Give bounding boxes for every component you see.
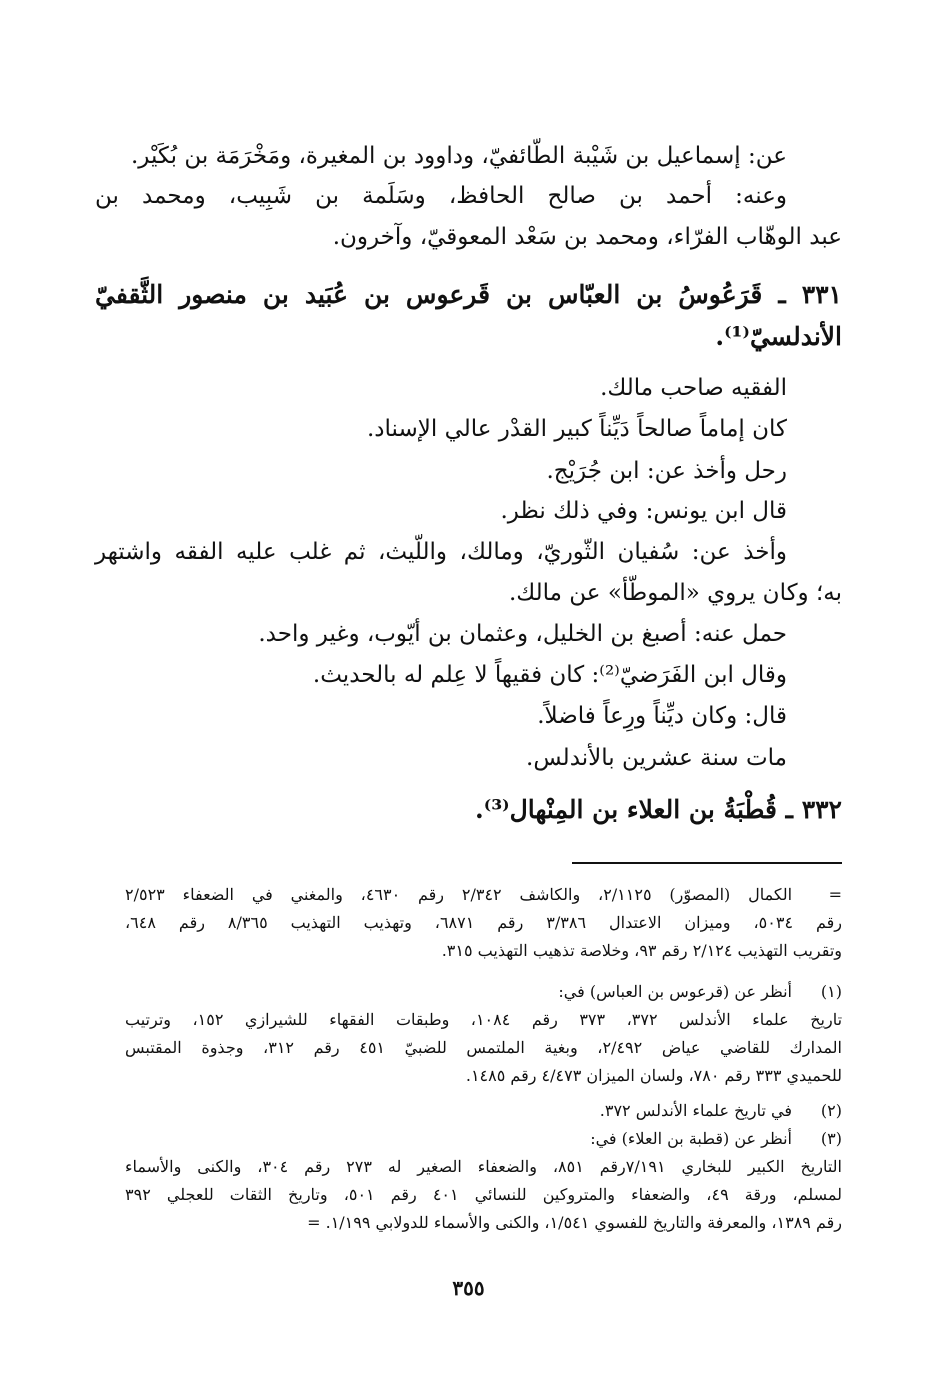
text-line: عن: إسماعيل بن شَيْبة الطّائفيّ، وداوود بن المغيرة، ومَخْرَمَة بن بُكَيْر.	[130, 143, 787, 169]
footnote-line: وتقريب التهذيب ٢/١٢٤ رقم ٩٣، وخلاصة تذهيب التهذيب ٣١٥.	[441, 941, 842, 960]
footnote-line: لمسلم، ورقة ٤٩، والضعفاء والمتروكين للنسائي ٤٠١ رقم ٥٠١، وتاريخ الثقات للعجلي ٣٩٢	[125, 1185, 842, 1204]
footnote-line: التاريخ الكبير للبخاري ٧/١٩١رقم ٨٥١، والضعفاء الصغير له ٢٧٣ رقم ٣٠٤، والكنى والأسماء	[125, 1157, 842, 1176]
text-line: حمل عنه: أصبغ بن الخليل، وعثمان بن أيّوب، وغير واحد.	[258, 621, 787, 647]
footnote-divider	[572, 862, 842, 864]
footnote-line: الكمال (المصوّر) ٢/١١٢٥، والكاشف ٢/٣٤٢ رقم ٤٦٣٠، والمغني في الضعفاء ٢/٥٢٣	[125, 885, 793, 904]
text-line: الفقيه صاحب مالك.	[600, 375, 787, 401]
entry-heading: ٣٣٢ ـ قُطْبَةُ بن العلاء بن المِنْهال⁽³⁾.	[475, 795, 842, 824]
text-line: كان إماماً صالحاً دَيِّناً كبير القدْر عالي الإسناد.	[367, 416, 787, 442]
footnote-continuation-marker: =	[828, 885, 842, 904]
entry-heading: ٣٣١ ـ قَرَعُوسُ بن العبّاس بن قَرعوس بن عُبَيد بن منصور الثَّقفيّ	[95, 280, 842, 309]
footnote-line: رقم ١٣٨٩، والمعرفة والتاريخ للفسوي ١/٥٤١، والكنى والأسماء للدولابي ١/١٩٩. =	[307, 1213, 842, 1232]
footnote-number: (١)	[820, 982, 842, 1001]
text-line: عبد الوهّاب الفرّاء، ومحمد بن سَعْد المعوقيّ، وآخرون.	[332, 224, 842, 250]
footnote-line: تاريخ علماء الأندلس ٣٧٢، ٣٧٣ رقم ١٠٨٤، وطبقات الفقهاء للشيرازي ١٥٢، وترتيب	[125, 1010, 843, 1029]
entry-heading: الأندلسيّ⁽¹⁾.	[715, 322, 842, 351]
footnote-line: رقم ٥٠٣٤، وميزان الاعتدال ٣/٣٨٦ رقم ٦٨٧١، وتهذيب التهذيب ٨/٣٦٥ رقم ٦٤٨،	[125, 913, 843, 932]
footnote-line: أنظر عن (قرعوس بن العباس) في:	[558, 982, 792, 1001]
text-line: وقال ابن الفَرَضيّ⁽²⁾: كان فقيهاً لا عِلم له بالحديث.	[312, 662, 787, 688]
footnote-line: المدارك للقاضي عياض ٢/٤٩٢، وبغية الملتمس للضبيّ ٤٥١ رقم ٣١٢، وجذوة المقتبس	[125, 1038, 843, 1057]
text-line: وأخذ عن: سُفيان الثّوريّ، ومالك، واللّيث، ثم غلب عليه الفقه واشتهر	[95, 539, 787, 565]
text-line: قال ابن يونس: وفي ذلك نظر.	[500, 498, 787, 524]
text-line: قال: وكان ديِّناً ورِعاً فاضلاً.	[537, 703, 787, 729]
text-line: رحل وأخذ عن: ابن جُرَيْج.	[546, 458, 787, 484]
footnote-line: أنظر عن (قطبة بن العلاء) في:	[590, 1129, 792, 1148]
text-line: وعنه: أحمد بن صالح الحافظ، وسَلَمة بن شَبِيب، ومحمد بن	[95, 183, 787, 209]
page-number: ٣٥٥	[452, 1276, 485, 1300]
text-line: مات سنة عشرين بالأندلس.	[526, 745, 787, 771]
footnote-number: (٣)	[820, 1129, 842, 1148]
footnote-line: في تاريخ علماء الأندلس ٣٧٢.	[599, 1101, 792, 1120]
text-line: به؛ وكان يروي «الموطّأ» عن مالك.	[508, 580, 842, 606]
footnote-line: للحميدي ٣٣٣ رقم ٧٨٠، ولسان الميزان ٤/٤٧٣ رقم ١٤٨٥.	[465, 1066, 842, 1085]
footnote-number: (٢)	[820, 1101, 842, 1120]
